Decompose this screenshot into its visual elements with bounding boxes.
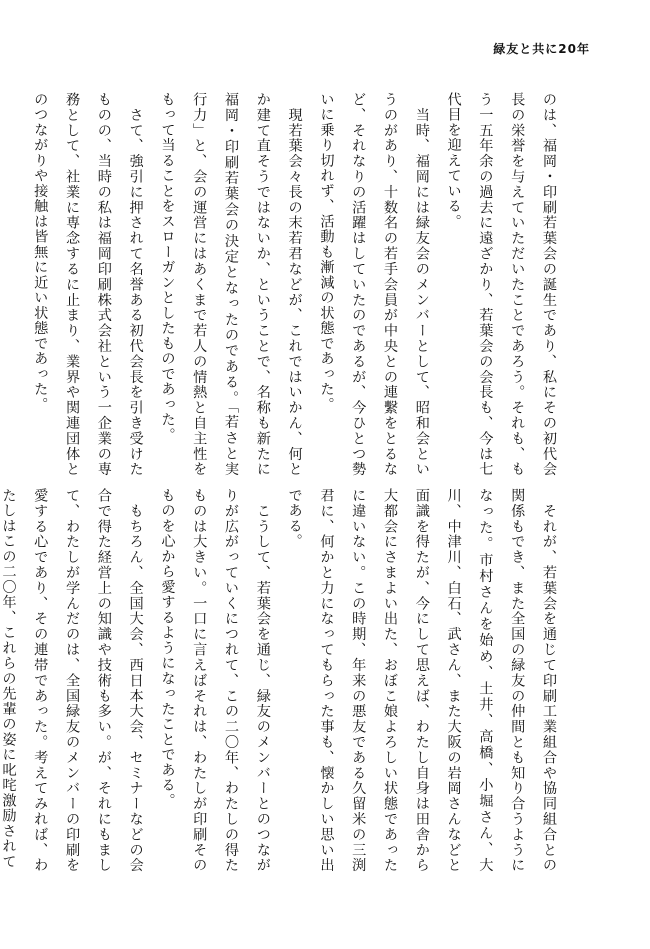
paragraph: それが、若葉会を通じて印刷工業組合や協同組合との関係もでき、また全国の緑友の仲間とも知り合うようになった。市村さんを始め、土井、高橋、小堀さん、大川、中津川、白石、武さん、また大阪の岩岡さんなどと面識を得たが、今にして思えば、わたし自身は田舎から大都会にさまよい出た、おぼこ娘よろしい状態であったに違いない。この時期、年来の悪友である久留米の三渕君に、何かと力になってもらった事も、懐かしい思い出である。 <box>286 488 557 873</box>
paragraph: 当時、福岡には緑友会のメンバーとして、昭和会というのがあり、十数名の若手会員が中央との連繫をとるなど、それなりの活躍はしていたのであるが、今ひとつ勢いに乗り切れず、活動も漸減の状態であった。 <box>318 92 430 477</box>
paragraph: のは、福岡・印刷若葉会の誕生であり、私にその初代会長の栄誉を与えていただいたことであろう。それも、もう一五年余の過去に遠ざかり、若葉会の会長も、今は七代目を迎えている。 <box>445 92 557 477</box>
text-section-top <box>32 92 564 477</box>
text-section-bottom <box>0 488 564 873</box>
paragraph: こうして、若葉会を通じ、緑友のメンバーとのつながりが広がっていくにつれて、この二〇年、わたしの得たものは大きい。一口に言えばそれは、わたしが印刷そのものを心から愛するようになったことである。 <box>159 488 271 873</box>
running-header: 緑友と共に20年 <box>493 42 590 56</box>
paragraph: 現若葉会々長の末若君などが、これではいかん、何とか建て直そうではないか、ということで、名称も新たに福岡・印刷若葉会の決定となったのである。「若さと実行力」と、会の運営にはあくまで若人の情熱と自主性をもって当ることをスローガンとしたものであった。 <box>159 92 303 477</box>
paragraph: さて、強引に押されて名誉ある初代会長を引き受けたものの、当時の私は福岡印刷株式会社という一企業の専務として、社業に専念するに止まり、業界や関連団体とのつながりや接触は皆無に近い状態であった。 <box>32 92 144 477</box>
paragraph: もちろん、全国大会、西日本大会、セミナーなどの会合で得た経営上の知識や技術も多い。が、それにもまして、わたしが学んだのは、全国緑友のメンバーの印刷を愛する心であり、その連帯であった。考えてみれば、わたしはこの二〇年、これらの先輩の姿に叱咤激励されて <box>0 488 144 873</box>
